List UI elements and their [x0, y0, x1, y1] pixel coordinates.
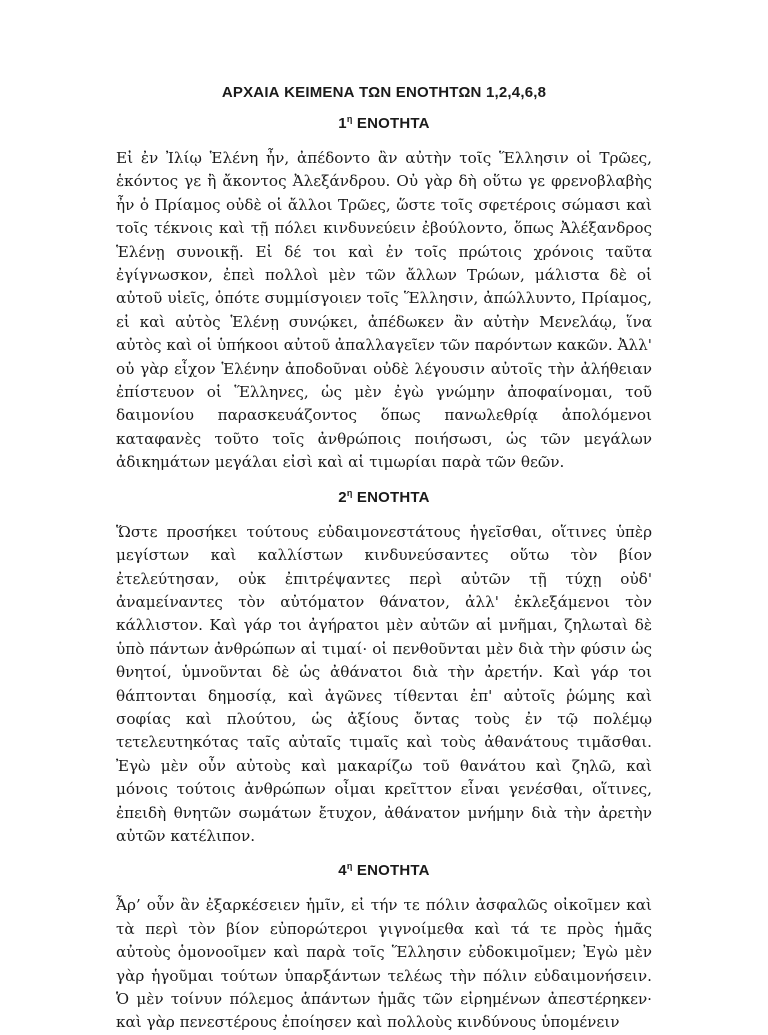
section-2-heading [116, 487, 652, 509]
section-heading-word: ΕΝΟΤΗΤΑ [356, 115, 430, 132]
section-number: 4 [338, 862, 347, 880]
section-number: 1 [338, 115, 347, 132]
ordinal-suffix: η [346, 861, 353, 872]
section-4 [116, 860, 652, 1034]
section-heading-word: ΕΝΟΤΗΤΑ [356, 862, 430, 880]
section-heading-word: ΕΝΟΤΗΤΑ [356, 488, 430, 506]
section-4-text: Ἆρ’ οὖν ἂν ἐξαρκέσειεν ἡμῖν, εἰ τήν τε πόλιν ἀσφαλῶς οἰκοῖμεν καὶ τὰ περὶ τὸν βίον εὐπορώτεροι γιγνοίμεθα καὶ τά τε πρὸς ἡμᾶς αὐτοὺς ὁμονοοῖμεν καὶ παρὰ τοῖς Ἕλλησιν εὐδοκιμοῖμεν; Ἐγὼ μὲν γὰρ ἡγοῦμαι τούτων ὑπαρξάντων τελέως τὴν πόλιν εὐδαιμονήσειν. Ὁ μὲν τοίνυν πόλεμος ἁπάντων ἡμᾶς τῶν εἰρημένων ἀπεστέρηκεν· καὶ γὰρ πενεστέρους ἐποίησεν καὶ πολλοὺς κινδύνους ὑπομένειν [116, 896, 652, 1032]
section-1-text: Εἰ ἐν Ἰλίῳ Ἑλένη ἦν, ἀπέδοντο ἂν αὐτὴν τοῖς Ἕλλησιν οἱ Τρῶες, ἑκόντος γε ἢ ἄκοντος Ἀλεξάνδρου. Οὐ γὰρ δὴ οὕτω γε φρενοβλαβὴς ἦν ὁ Πρίαμος οὐδὲ οἱ ἄλλοι Τρῶες, ὥστε τοῖς σφετέροις σώμασι καὶ τοῖς τέκνοις καὶ τῇ πόλει κινδυνεύειν ἐβούλοντο, ὅπως Ἀλέξανδρος Ἑλένῃ συνοικῇ. Εἰ δέ τοι καὶ ἐν τοῖς πρώτοις χρόνοις ταῦτα ἐγίγνωσκον, ἐπεὶ πολλοὶ μὲν τῶν ἄλλων Τρώων, μάλιστα δὲ οἱ αὐτοῦ υἱεῖς, ὁπότε συμμίσγοιεν τοῖς Ἕλλησιν, ἀπώλλυντο, Πρίαμος, εἰ καὶ αὐτὸς Ἑλένῃ συνῴκει, ἀπέδωκεν ἂν αὐτὴν Μενελάῳ, ἵνα αὐτὸς καὶ οἱ ὑπήκοοι αὐτοῦ ἀπαλλαγεῖεν τῶν παρόντων κακῶν. Ἀλλ' οὐ γὰρ εἶχον Ἑλένην ἀποδοῦναι οὐδὲ λέγουσιν αὐτοῖς τὴν ἀλήθειαν ἐπίστευον οἱ Ἕλληνες, ὡς μὲν ἐγὼ γνώμην ἀποφαίνομαι, τοῦ δαιμονίου παρασκευάζοντος ὅπως πανωλεθρίᾳ ἀπολόμενοι καταφανὲς τοῦτο τοῖς ἀνθρώποις ποιήσωσι, ὡς τῶν μεγάλων ἀδικημάτων μεγάλαι εἰσὶ καὶ αἱ τιμωρίαι παρὰ τῶν θεῶν. [116, 149, 652, 472]
section-number: 2 [338, 488, 347, 506]
section-2 [116, 487, 652, 849]
section-4-heading [116, 860, 652, 882]
document-title: ΑΡΧΑΙΑ ΚΕΙΜΕΝΑ ΤΩΝ ΕΝΟΤΗΤΩΝ 1,2,4,6,8 [221, 84, 547, 101]
section-1 [116, 113, 652, 475]
document-page [116, 82, 652, 1035]
ordinal-suffix: η [346, 487, 353, 498]
section-2-text: Ὥστε προσήκει τούτους εὐδαιμονεστάτους ἡγεῖσθαι, οἵτινες ὑπὲρ μεγίστων καὶ καλλίστων κινδυνεύσαντες οὕτω τὸν βίον ἐτελεύτησαν, οὐκ ἐπιτρέψαντες περὶ αὐτῶν τῇ τύχῃ οὐδ' ἀναμείναντες τὸν αὐτόματον θάνατον, ἀλλ' ἐκλεξάμενοι τὸν κάλλιστον. Καὶ γάρ τοι ἀγήρατοι μὲν αὐτῶν αἱ μνῆμαι, ζηλωταὶ δὲ ὑπὸ πάντων ἀνθρώπων αἱ τιμαί· οἱ πενθοῦνται μὲν διὰ τὴν φύσιν ὡς θνητοί, ὑμνοῦνται δὲ ὡς ἀθάνατοι διὰ τὴν ἀρετήν. Καὶ γάρ τοι θάπτονται δημοσίᾳ, καὶ ἀγῶνες τίθενται ἐπ' αὐτοῖς ῥώμης καὶ σοφίας καὶ πλούτου, ὡς ἀξίους ὄντας τοὺς ἐν τῷ πολέμῳ τετελευτηκότας ταῖς αὐταῖς τιμαῖς καὶ τοὺς ἀθανάτους τιμᾶσθαι. Ἐγὼ μὲν οὖν αὐτοὺς καὶ μακαρίζω τοῦ θανάτου καὶ ζηλῶ, καὶ μόνοις τούτοις ἀνθρώπων οἶμαι κρεῖττον εἶναι γενέσθαι, οἵτινες, ἐπειδὴ θνητῶν σωμάτων ἔτυχον, ἀθάνατον μνήμην διὰ τὴν ἀρετὴν αὐτῶν κατέλιπον. [116, 522, 652, 845]
section-1-heading [116, 113, 652, 135]
ordinal-suffix: η [346, 114, 353, 124]
